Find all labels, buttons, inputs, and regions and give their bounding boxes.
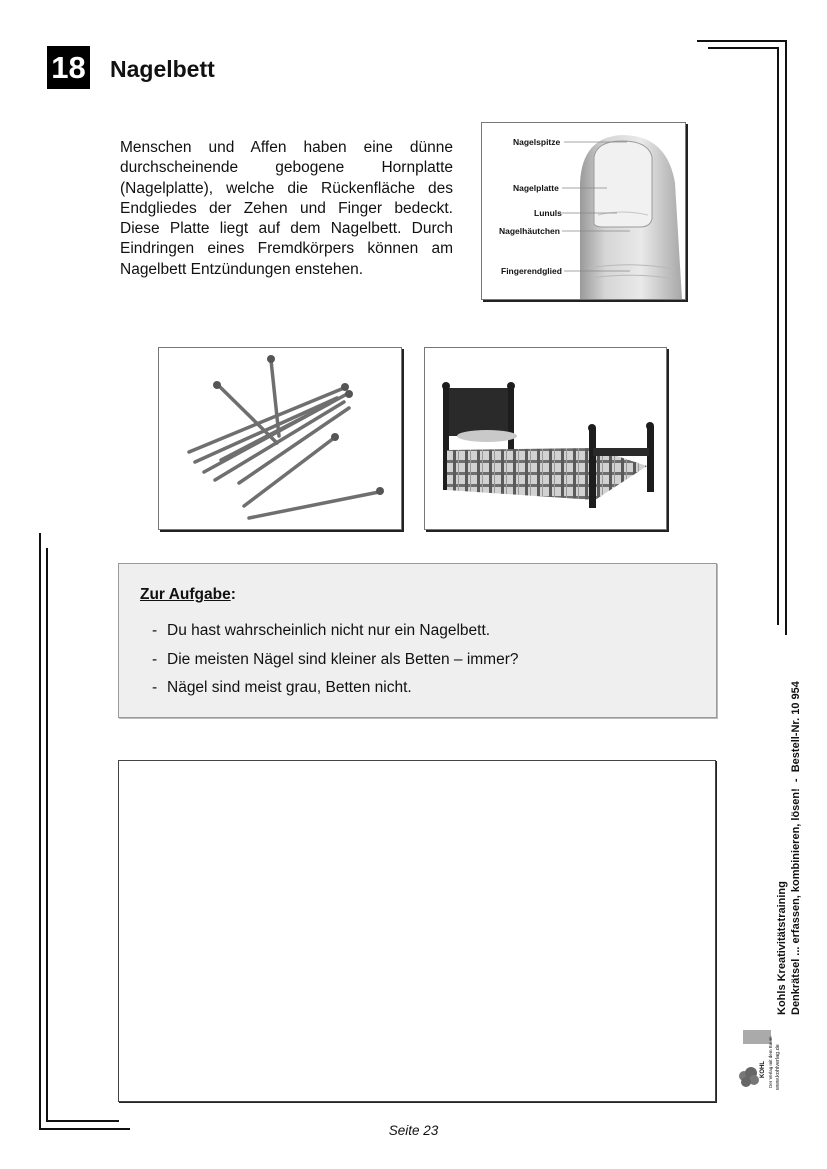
nails-illustration: [159, 348, 401, 529]
frame-line: [46, 548, 48, 1121]
task-heading: Zur Aufgabe:: [140, 586, 236, 603]
series-title: Kohls Kreativitätstraining: [776, 881, 788, 1015]
tree-icon: [737, 1066, 761, 1090]
series-subtitle-line: Denkrätsel ... erfassen, kombinieren, lösen! - Bestell-Nr. 10 954: [790, 681, 802, 1015]
page-number: Seite 23: [388, 1123, 439, 1138]
publisher-logo: [737, 1020, 785, 1090]
frame-line: [785, 40, 787, 635]
frame-line: [39, 533, 41, 1130]
list-item: - Du hast wahrscheinlich nicht nur ein Nagelbett.: [152, 622, 491, 639]
publisher-name: KOHL: [760, 1061, 766, 1078]
page-title: Nagelbett: [110, 56, 215, 82]
frame-line: [708, 47, 778, 49]
label-nagelplatte: Nagelplatte: [513, 183, 559, 193]
label-fingerendglied: Fingerendglied: [501, 266, 562, 276]
list-item: - Die meisten Nägel sind kleiner als Betten – immer?: [152, 650, 519, 668]
logo-badge: [743, 1030, 771, 1044]
finger-diagram: [481, 122, 686, 300]
sidebar-text: [775, 681, 803, 1015]
frame-line: [777, 47, 779, 625]
label-nagelhaeutchen: Nagelhäutchen: [499, 226, 560, 236]
nails-photo: [158, 347, 402, 530]
label-nagelspitze: Nagelspitze: [513, 137, 561, 147]
frame-line: [46, 1120, 119, 1122]
frame-line: [697, 40, 787, 42]
publisher-slogan: Der Verlag mit dem Baum: [768, 1036, 773, 1088]
bed-photo: [424, 347, 667, 530]
task-box: [118, 563, 717, 718]
task-list: [152, 622, 519, 708]
list-item: - Nägel sind meist grau, Betten nicht.: [152, 679, 412, 696]
answer-area[interactable]: [118, 760, 716, 1102]
bed-illustration: [425, 348, 666, 529]
exercise-number: 18: [47, 46, 90, 89]
intro-paragraph: Menschen und Affen haben eine dünne durchscheinende gebogene Hornplatte (Nagelplatte), welche die Rückenfläche des Endgliedes der Zehen und Finger bedeckt. Diese Platte liegt auf dem Nagelbett. Durch Eindringen eines Fremdkörpers können am Nagelbett Entzündungen enstehen.: [120, 139, 453, 278]
publisher-url: www.kohlverlag.de: [775, 1044, 781, 1090]
label-lunuls: Lunuls: [534, 208, 562, 218]
